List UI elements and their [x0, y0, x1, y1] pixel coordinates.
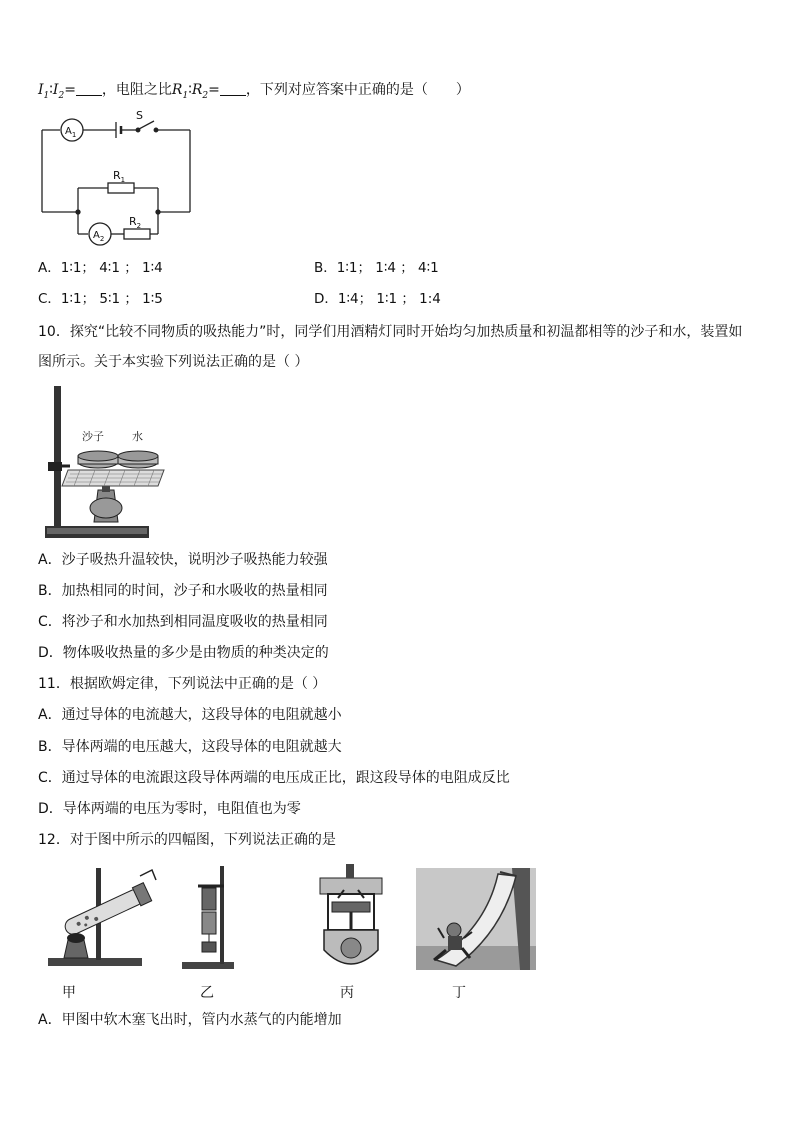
- q9-r1: $R_1$: [171, 82, 189, 101]
- q9-i2: $I_2$: [52, 82, 65, 101]
- q12-caption-ding: 丁: [452, 985, 466, 1001]
- q10-option-d: D．物体吸收热量的多少是由物质的种类决定的: [38, 645, 329, 661]
- q9-eq-2: =: [208, 82, 220, 98]
- q10-option-a: A．沙子吸热升温较快，说明沙子吸热能力较强: [38, 552, 328, 568]
- q12-caption-yi: 乙: [200, 985, 214, 1001]
- q11-stem: 11．根据欧姆定律，下列说法中正确的是（ ）: [38, 676, 327, 692]
- q12-figure-yi: [180, 862, 240, 972]
- q10-stem-line2: 图所示。关于本实验下列说法正确的是（ ）: [38, 354, 309, 370]
- q9-stem: [38, 80, 470, 106]
- q9-stem-mid: ，电阻之比: [101, 82, 172, 98]
- fig-label-water: 水: [132, 430, 143, 443]
- q12-option-a: A．甲图中软木塞飞出时，管内水蒸气的内能增加: [38, 1012, 342, 1028]
- a2-label: $A_2$: [93, 230, 105, 243]
- a1-label: $A_1$: [65, 126, 77, 139]
- q9-colon-1: ∶: [49, 82, 53, 98]
- q10-apparatus-figure: [40, 382, 170, 542]
- q9-r2: $R_2$: [191, 82, 209, 101]
- q12-figure-ding: [416, 868, 536, 970]
- fig-label-sand: 沙子: [82, 430, 104, 443]
- q9-option-d: D．1∶4； 1∶1 ； 1:4: [314, 291, 441, 307]
- switch-label: S: [136, 109, 143, 122]
- q12-caption-bing: 丙: [340, 985, 354, 1001]
- q12-figure-jia: [44, 862, 160, 972]
- r1-label: $R_1$: [113, 169, 126, 184]
- q10-option-c: C．将沙子和水加热到相同温度吸收的热量相同: [38, 614, 328, 630]
- r2-label: $R_2$: [129, 215, 142, 230]
- q9-colon-2: ∶: [188, 82, 192, 98]
- q11-option-a: A．通过导体的电流越大，这段导体的电阻就越小: [38, 707, 342, 723]
- q9-option-b: B．1∶1； 1∶4 ； 4∶1: [314, 260, 439, 276]
- q9-option-a: A．1∶1； 4∶1 ； 1∶4: [38, 260, 163, 276]
- q12-figure-bing: [316, 860, 388, 975]
- q10-stem-line1: 10．探究“比较不同物质的吸热能力”时，同学们用酒精灯同时开始均匀加热质量和初温都相等的沙子和水，装置如: [38, 324, 743, 340]
- q9-circuit-diagram: [30, 108, 210, 248]
- q10-option-b: B．加热相同的时间，沙子和水吸收的热量相同: [38, 583, 328, 599]
- q12-caption-jia: 甲: [62, 985, 76, 1001]
- q12-stem: 12．对于图中所示的四幅图，下列说法正确的是: [38, 832, 336, 848]
- q9-blank-1: [76, 81, 102, 96]
- q11-option-d: D．导体两端的电压为零时，电阻值也为零: [38, 801, 301, 817]
- q9-blank-2: [220, 81, 246, 96]
- q11-option-b: B．导体两端的电压越大，这段导体的电阻就越大: [38, 739, 342, 755]
- q9-eq-1: =: [64, 82, 76, 98]
- q9-i1: $I_1$: [38, 82, 50, 101]
- q9-option-c: C．1∶1； 5∶1 ； 1∶5: [38, 291, 163, 307]
- q11-option-c: C．通过导体的电流跟这段导体两端的电压成正比，跟这段导体的电阻成反比: [38, 770, 510, 786]
- q9-stem-end: ，下列对应答案中正确的是（ ）: [245, 82, 470, 98]
